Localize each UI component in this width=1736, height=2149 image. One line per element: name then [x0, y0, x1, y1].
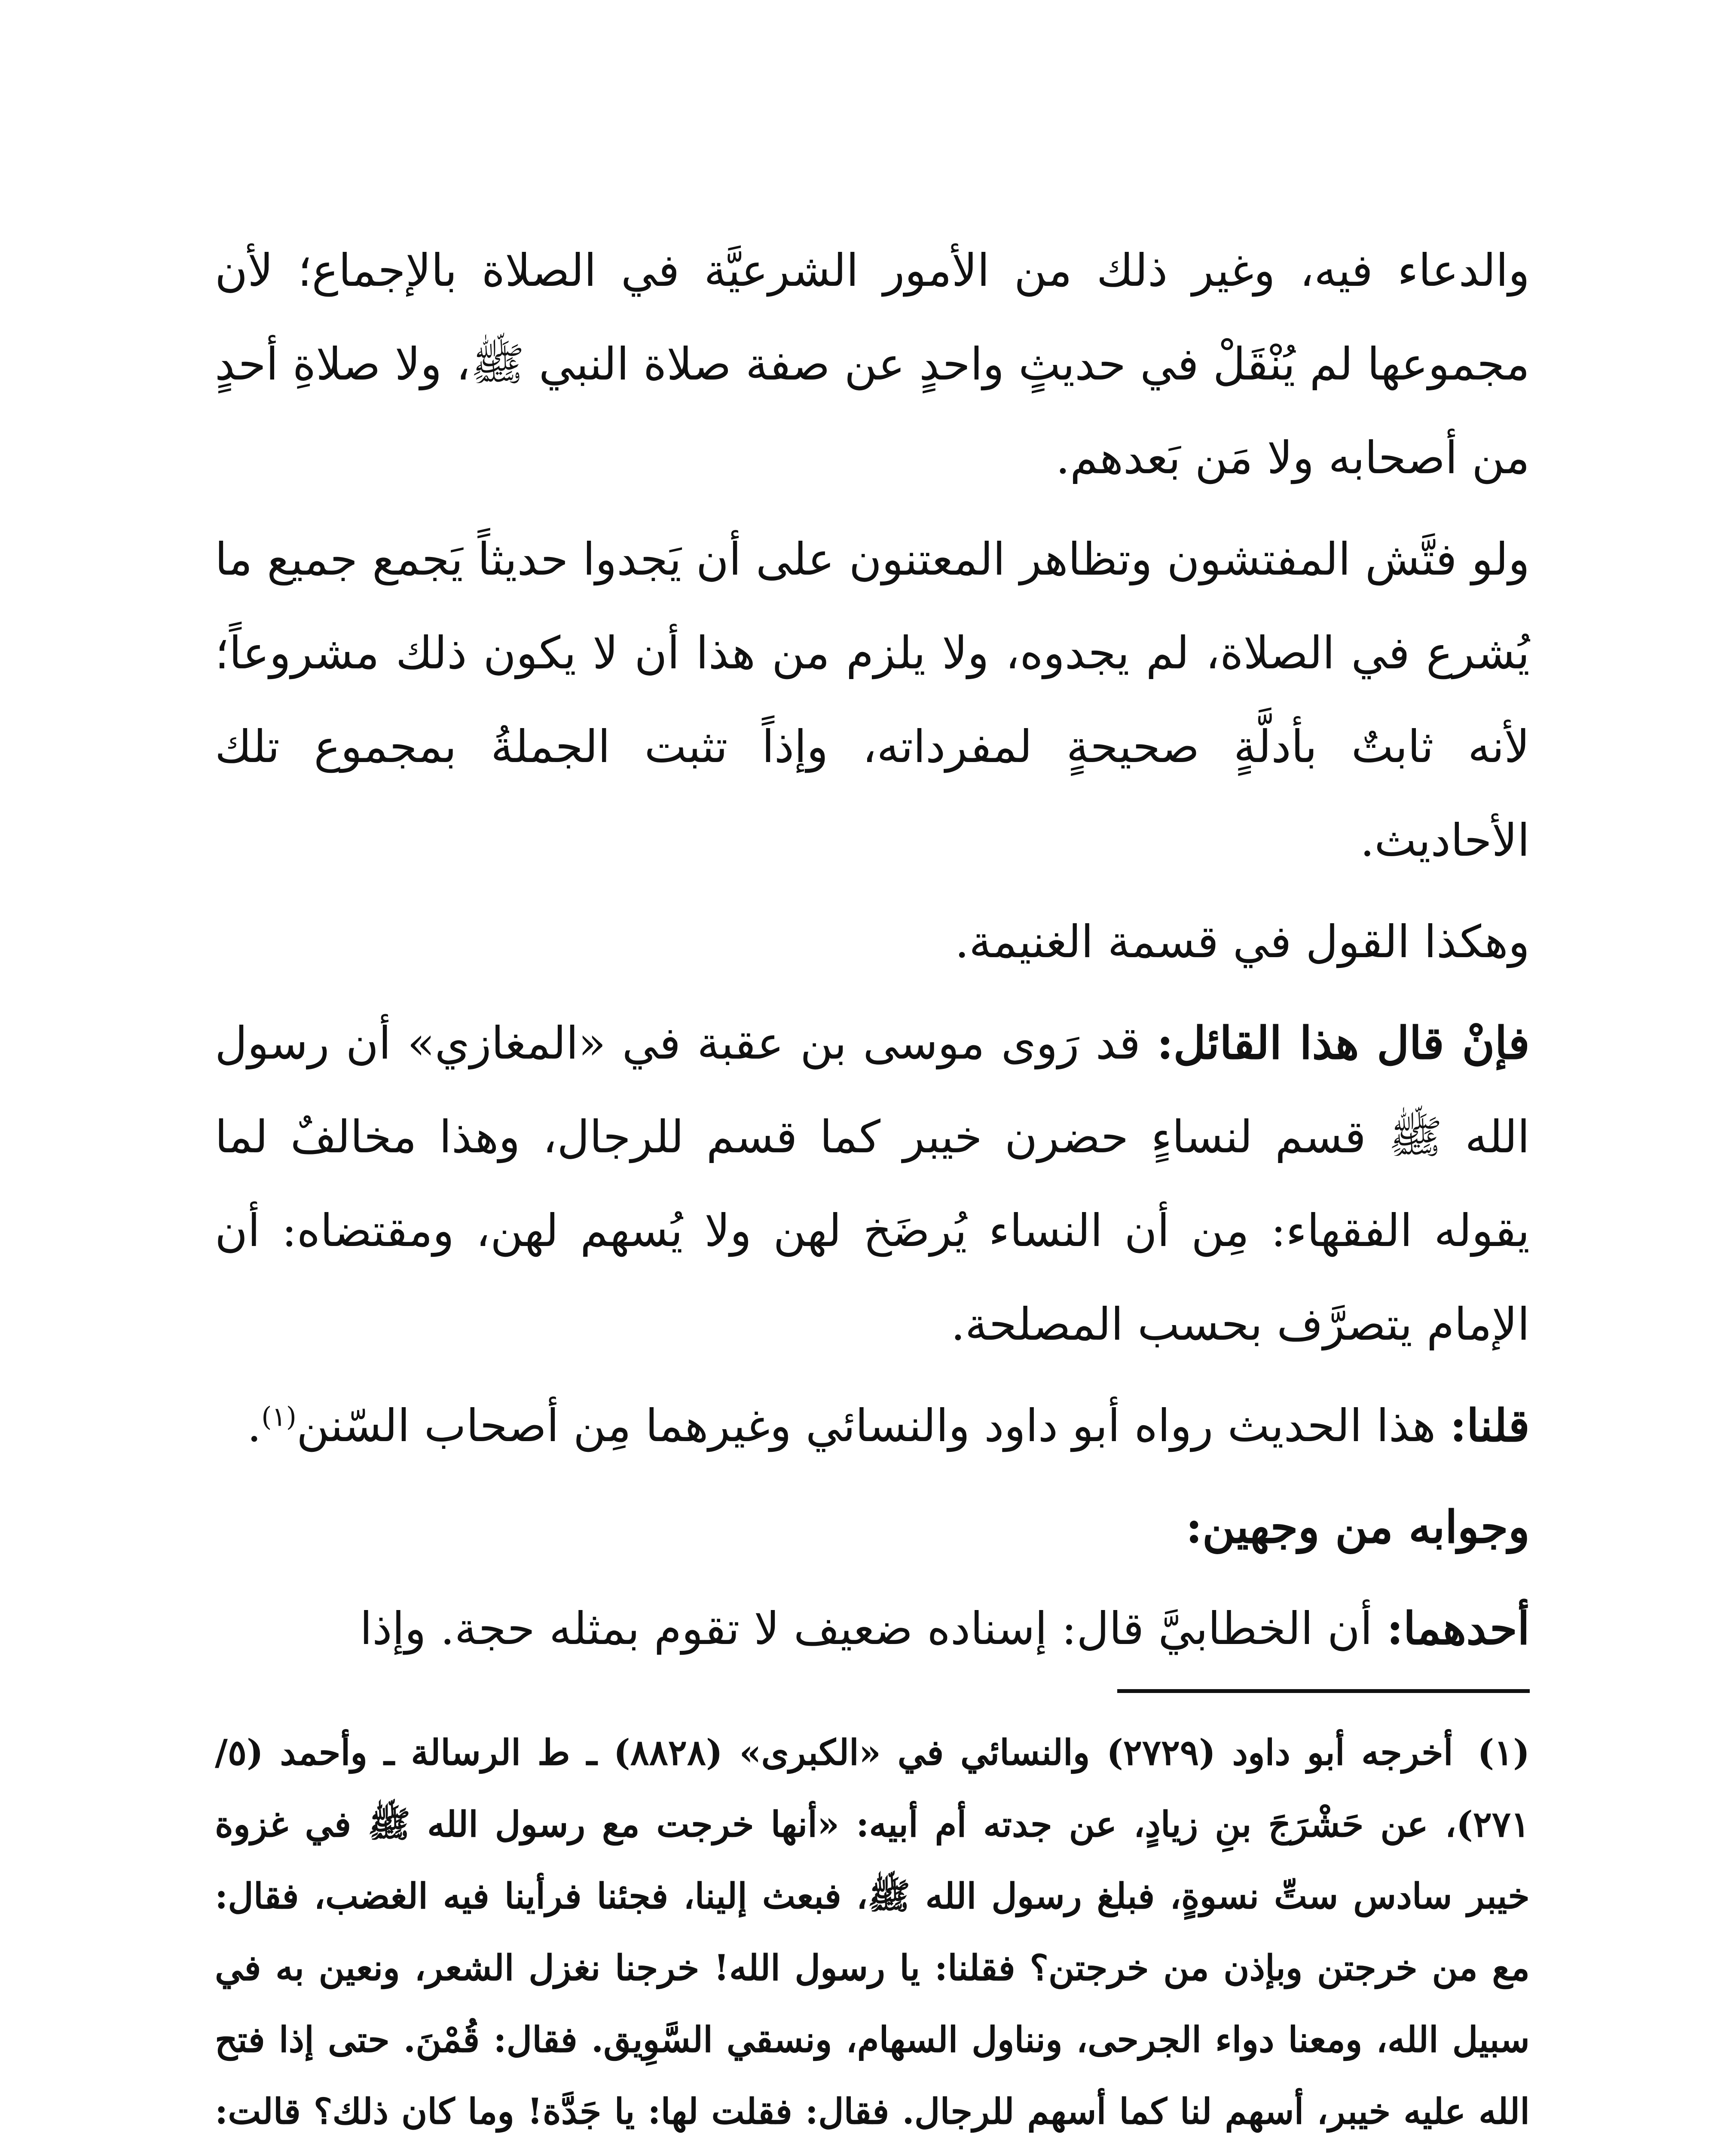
paragraph-5 [215, 1379, 1530, 1472]
paragraph-1: والدعاء فيه، وغير ذلك من الأمور الشرعيَّة في الصلاة بالإجماع؛ لأن مجموعها لم يُنْقَلْ في حديثٍ واحدٍ عن صفة صلاة النبي ﷺ، ولا صلاةِ أحدٍ من أصحابه ولا مَن بَعدهم. [215, 244, 1530, 484]
paragraph-4-body: قد رَوى موسى بن عقبة في «المغازي» أن رسول الله ﷺ قسم لنساءٍ حضرن خيبر كما قسم للرجال، وهذا مخالفٌ لما يقوله الفقهاء: مِن أن النساء يُرضَخ لهن ولا يُسهم لهن، ومقتضاه: أن الإمام يتصرَّف بحسب المصلحة. [215, 1017, 1530, 1350]
paragraph-3: وهكذا القول في قسمة الغنيمة. [955, 915, 1530, 968]
footnote-reference[interactable]: (١) [261, 1401, 296, 1433]
paragraph-4 [215, 996, 1530, 1371]
footnote-divider [1117, 1689, 1530, 1693]
footnote-text: أخرجه أبو داود (٢٧٢٩) والنسائي في «الكبرى» (٨٨٢٨) ـ ط الرسالة ـ وأحمد (٥/ ٢٧١)، عن حَشْرَجَ بنِ زيادٍ، عن جدته أم أبيه: «أنها خرجت مع رسول الله ﷺ في غزوة خيبر سادس ستِّ نسوةٍ، فبلغ رسول الله ﷺ، فبعث إلينا، فجئنا فرأينا فيه الغضب، فقال: مع من خرجتن وبإذن من خرجتن؟ فقلنا: يا رسول الله! خرجنا نغزل الشعر، ونعين به في سبيل الله، ومعنا دواء الجرحى، ونناول السهام، ونسقي السَّوِيق. فقال: قُمْنَ. حتى إذا فتح الله عليه خيبر، أسهم لنا كما أسهم للرجال. فقال: فقلت لها: يا جَدَّة! وما كان ذلك؟ قالت: [215, 1732, 1530, 2132]
paragraph-5-lead: قلنا: [1450, 1399, 1530, 1452]
paragraph-7 [215, 1582, 1530, 1675]
paragraph-5-end: . [247, 1399, 262, 1452]
paragraph-7-lead: أحدهما: [1387, 1602, 1530, 1655]
paragraph-4-lead: فإنْ قال هذا القائل: [1157, 1016, 1530, 1069]
footnote [215, 1717, 1530, 2149]
footnote-marker: (١) [1477, 1732, 1530, 1773]
paragraph-6: وجوابه من وجهين: [1186, 1500, 1530, 1553]
paragraph-5-body: هذا الحديث رواه أبو داود والنسائي وغيرهما مِن أصحاب السّنن [296, 1399, 1450, 1452]
main-text [215, 223, 1530, 1683]
paragraph-7-body: أن الخطابيَّ قال: إسناده ضعيف لا تقوم بمثله حجة. وإذا [360, 1602, 1387, 1655]
paragraph-2: ولو فتَّش المفتشون وتظاهر المعتنون على أن يَجدوا حديثاً يَجمع جميع ما يُشرع في الصلاة، لم يجدوه، ولا يلزم من هذا أن لا يكون ذلك مشروعاً؛ لأنه ثابتٌ بأدلَّةٍ صحيحةٍ لمفرداته، وإذاً تثبت الجملةُ بمجموع تلك الأحاديث. [215, 533, 1530, 866]
